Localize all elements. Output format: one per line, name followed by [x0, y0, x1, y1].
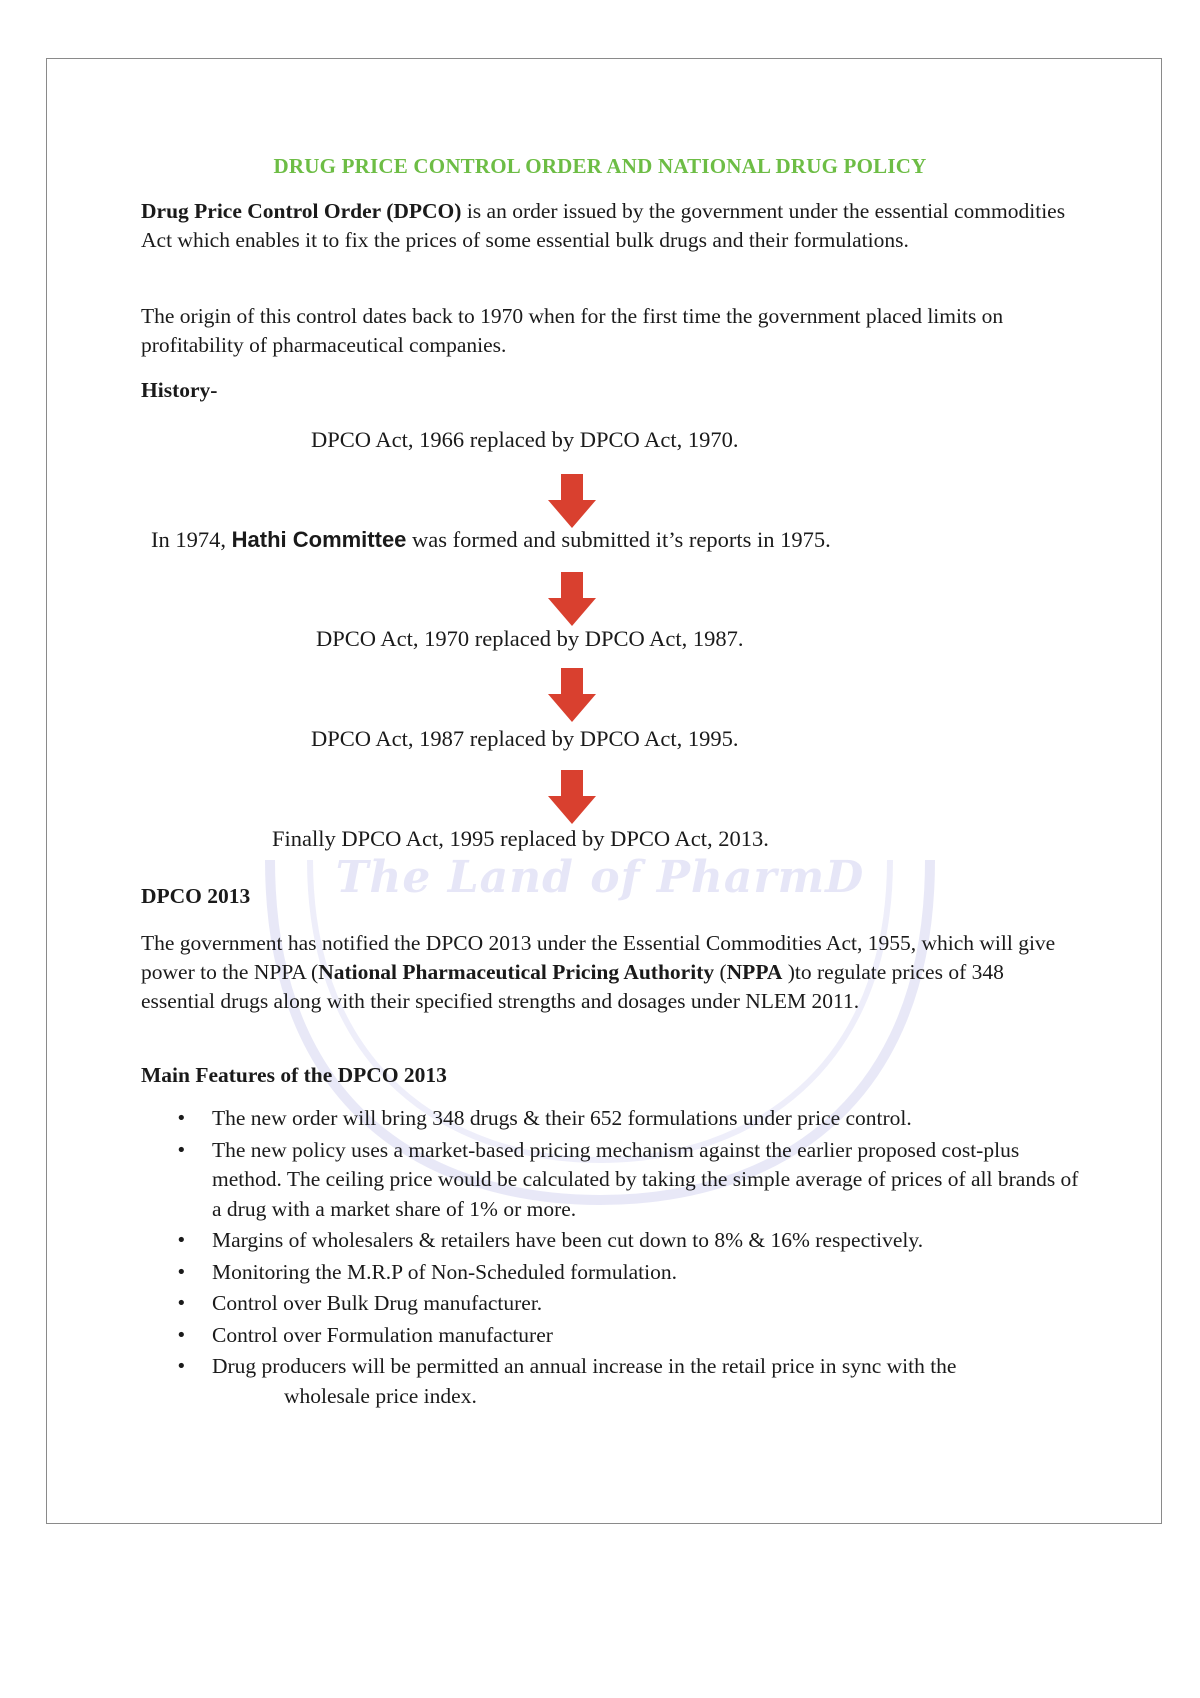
feature-item: • Monitoring the M.R.P of Non-Scheduled formulation.	[141, 1258, 1081, 1288]
origin-paragraph: The origin of this control dates back to 1970 when for the first time the government placed limits on profitability of pharmaceutical companies.	[141, 304, 1004, 357]
feature-item: • Control over Bulk Drug manufacturer.	[141, 1289, 1081, 1319]
down-arrow-icon	[548, 770, 596, 824]
feature-item: • Control over Formulation manufacturer	[141, 1321, 1081, 1351]
timeline-step-3: DPCO Act, 1970 replaced by DPCO Act, 1987.	[316, 626, 744, 651]
timeline-step-2-post: was formed and submitted it’s reports in 1975.	[406, 527, 831, 552]
feature-item: • The new order will bring 348 drugs & their 652 formulations under price control.	[141, 1104, 1081, 1134]
last-feature-line2: wholesale price index.	[284, 1383, 477, 1408]
feature-item	[141, 1352, 1081, 1411]
down-arrow-icon	[548, 572, 596, 626]
dpco-para-post: )to regulate prices of 348 essential drugs along with their specified strengths and dosages under NLEM 2011.	[141, 960, 1004, 1013]
nppa-full-name: National Pharmaceutical Pricing Authority	[318, 960, 715, 984]
dpco-2013-paragraph	[141, 929, 1076, 1016]
timeline-step-4: DPCO Act, 1987 replaced by DPCO Act, 1995.	[311, 726, 739, 751]
watermark-text: The Land of PharmD	[335, 852, 865, 903]
feature-item: • Margins of wholesalers & retailers have been cut down to 8% & 16% respectively.	[141, 1226, 1081, 1256]
intro-paragraph	[141, 197, 1071, 255]
timeline-step-2	[151, 527, 1200, 553]
features-list	[141, 1104, 1081, 1411]
dpco-2013-heading: DPCO 2013	[141, 884, 251, 908]
page-title: DRUG PRICE CONTROL ORDER AND NATIONAL DRUG POLICY	[273, 154, 927, 178]
down-arrow-icon	[548, 668, 596, 722]
intro-term: Drug Price Control Order (DPCO)	[141, 199, 462, 223]
feature-item: • The new policy uses a market-based pricing mechanism against the earlier proposed cost-plus method. The ceiling price would be calculated by taking the simple average of prices of all brands of a drug with a market share of 1% or more.	[141, 1136, 1081, 1225]
hathi-committee: Hathi Committee	[231, 527, 407, 552]
dpco-para-pre: The government has notified the DPCO 2013 under the Essential Commodities Act, 1955, which will give power to the NPPA (	[141, 931, 1056, 984]
timeline-step-5: Finally DPCO Act, 1995 replaced by DPCO Act, 2013.	[272, 826, 769, 851]
nppa-abbrev: NPPA	[726, 960, 783, 984]
dpco-para-mid: (	[714, 960, 727, 984]
last-feature-line1: Drug producers will be permitted an annual increase in the retail price in sync with the	[212, 1354, 957, 1378]
features-heading: Main Features of the DPCO 2013	[141, 1063, 447, 1087]
history-heading: History-	[141, 378, 218, 402]
intro-text: is an order issued by the government under the essential commodities Act which enables it to fix the prices of some essential bulk drugs and their formulations.	[141, 199, 1066, 252]
down-arrow-icon	[548, 474, 596, 528]
timeline-step-2-pre: In 1974,	[151, 527, 232, 552]
timeline-step-1: DPCO Act, 1966 replaced by DPCO Act, 1970.	[311, 427, 739, 452]
